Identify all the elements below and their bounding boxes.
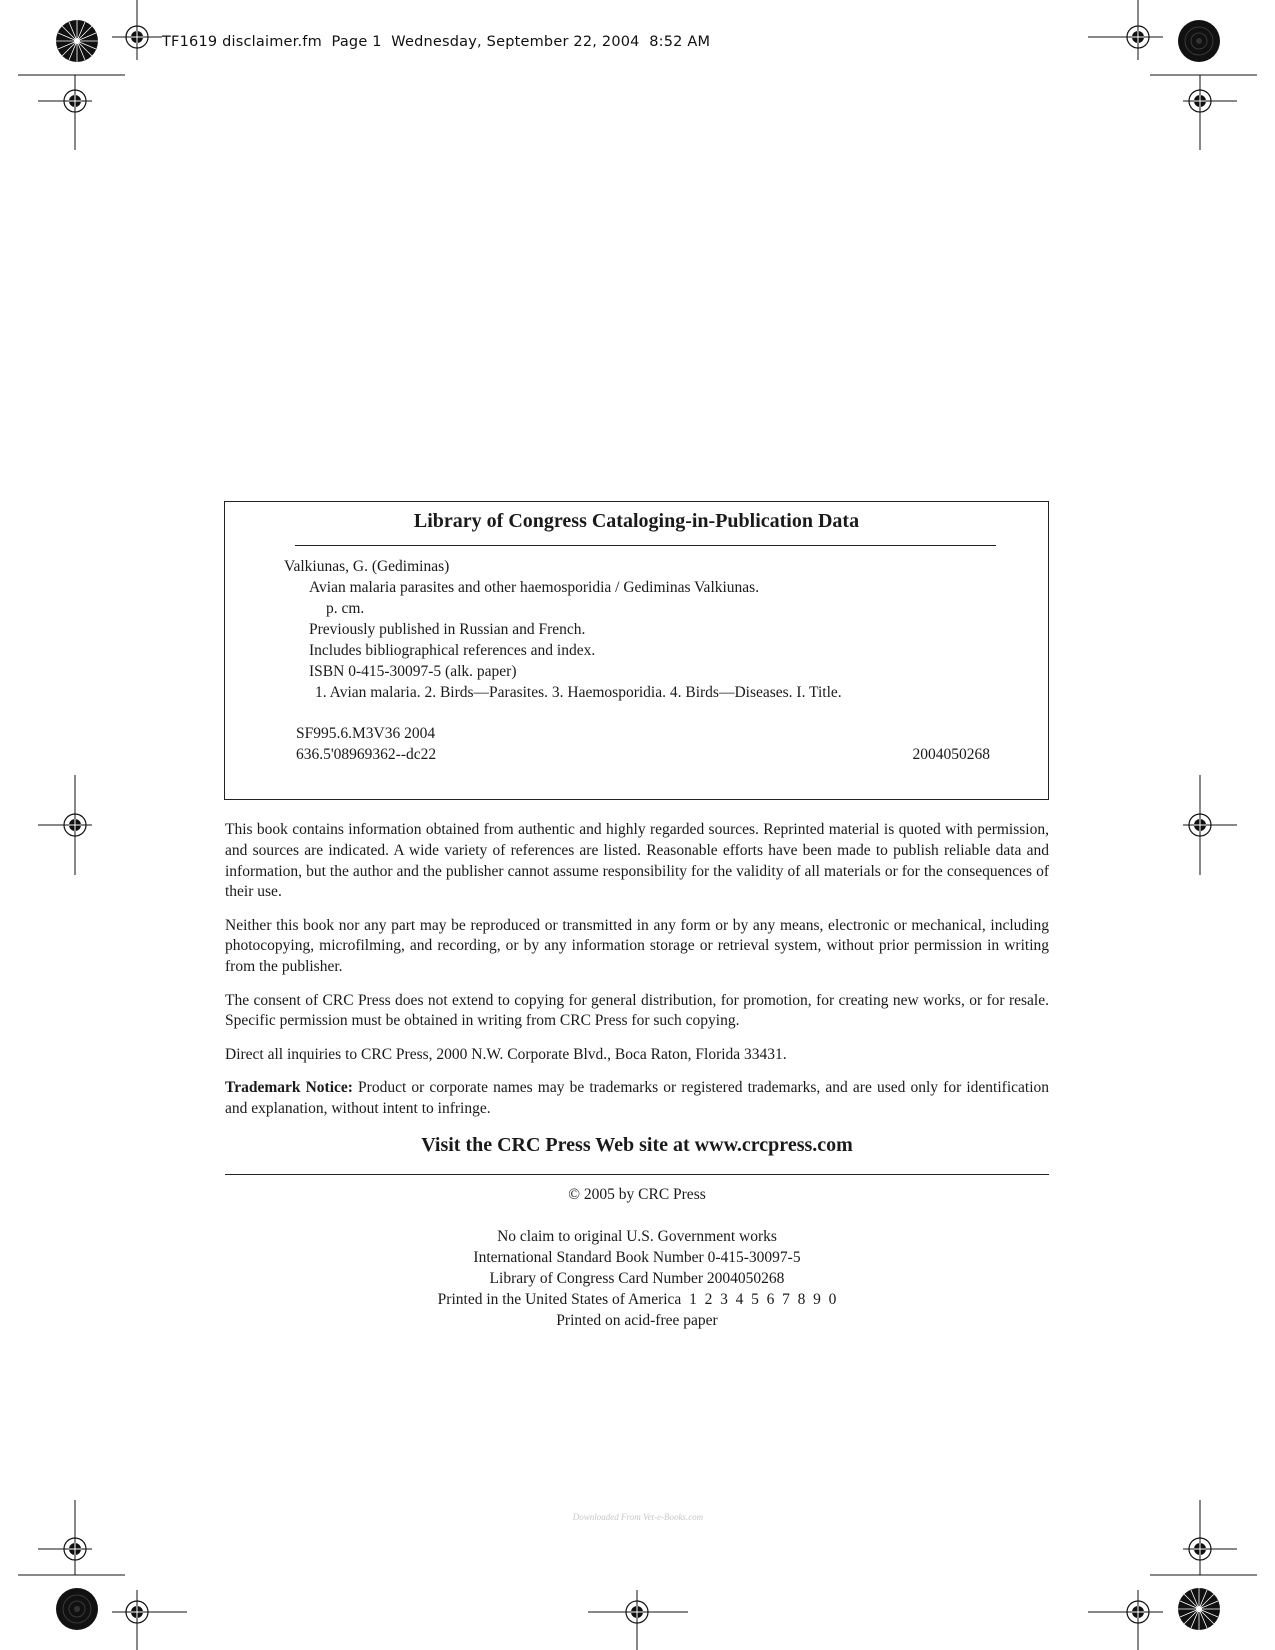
cip-title: Library of Congress Cataloging-in-Publication Data (413, 510, 860, 532)
registration-mark-bottom-left-b (112, 1590, 187, 1650)
cip-physical: p. cm. (326, 600, 365, 617)
cip-rule (295, 545, 996, 546)
registration-mark-middle-left (38, 775, 92, 875)
star-target-bottom-right (1178, 1588, 1220, 1630)
cip-dewey: 636.5'08969362--dc22 (296, 746, 437, 763)
cip-lccn: 2004050268 (912, 746, 990, 763)
cip-lc-class: SF995.6.M3V36 2004 (296, 725, 436, 742)
cip-title-line: Avian malaria parasites and other haemosporidia / Gediminas Valkiunas. (309, 579, 760, 596)
cip-note-2: Includes bibliographical references and index. (309, 642, 596, 659)
star-target-bottom-left (56, 1588, 98, 1630)
paragraph-sources: This book contains information obtained from authentic and highly regarded sources. Reprinted material is quoted with permission, and sources are indicated. A wide variety of references are listed. Reasonable efforts have been made to publish reliable data and information, but the author and the publisher cannot assume responsibility for the validity of all materials or for the consequences of their use. (225, 821, 1049, 901)
registration-mark-top-left-a (112, 0, 162, 60)
download-watermark: Downloaded From Vet-e-Books.com (572, 1512, 704, 1522)
cip-author: Valkiunas, G. (Gediminas) (284, 558, 450, 575)
registration-mark-bottom-left-a (18, 1500, 125, 1575)
registration-mark-top-right-a (1088, 0, 1163, 60)
registration-mark-top-right-b (1150, 75, 1257, 150)
registration-mark-middle-right (1183, 775, 1237, 875)
star-target-top-left (56, 20, 98, 62)
trademark-label: Trademark Notice: (225, 1078, 353, 1096)
cip-note-1: Previously published in Russian and French. (309, 621, 586, 638)
paragraph-reproduction: Neither this book nor any part may be reproduced or transmitted in any form or by any means, electronic or mechanical, including photocopying, microfilming, and recording, or by any information storage or retrieval system, without prior permission in writing from the publisher. (225, 916, 1049, 976)
paragraph-consent: The consent of CRC Press does not extend to copying for general distribution, for promotion, for creating new works, or for resale. Specific permission must be obtained in writing from CRC Press for such copying. (225, 991, 1049, 1030)
file-slug-header: TF1619 disclaimer.fm Page 1 Wednesday, September 22, 2004 8:52 AM (162, 34, 711, 50)
paragraph-inquiries: Direct all inquiries to CRC Press, 2000 N.W. Corporate Blvd., Boca Raton, Florida 33431. (225, 1045, 787, 1063)
isbn-line: International Standard Book Number 0-415-30097-5 (473, 1249, 801, 1266)
visit-website-line: Visit the CRC Press Web site at www.crcpress.com (421, 1134, 853, 1156)
colophon-rule (225, 1174, 1049, 1175)
star-target-top-right (1178, 20, 1220, 62)
cip-subjects: 1. Avian malaria. 2. Birds—Parasites. 3. Haemosporidia. 4. Birds—Diseases. I. Title. (315, 684, 842, 701)
registration-mark-top-left-b (18, 75, 125, 150)
acid-free-line: Printed on acid-free paper (556, 1312, 718, 1329)
disclaimer-text (225, 820, 1049, 1132)
cip-data-block (224, 501, 1049, 800)
registration-mark-bottom-center (588, 1590, 688, 1650)
paragraph-trademark (225, 1078, 1049, 1120)
registration-mark-bottom-right-b (1088, 1590, 1163, 1650)
cip-isbn: ISBN 0-415-30097-5 (alk. paper) (309, 663, 517, 680)
lccn-line: Library of Congress Card Number 2004050268 (489, 1270, 785, 1287)
registration-mark-bottom-right-a (1150, 1500, 1257, 1575)
trademark-text: Product or corporate names may be trademarks or registered trademarks, and are used only for identification and explanation, without intent to infringe. (225, 1078, 1049, 1117)
no-claim-line: No claim to original U.S. Government works (497, 1228, 777, 1245)
printed-in-line: Printed in the United States of America 1 2 3 4 5 6 7 8 9 0 (437, 1291, 837, 1308)
copyright-line: © 2005 by CRC Press (568, 1186, 706, 1203)
